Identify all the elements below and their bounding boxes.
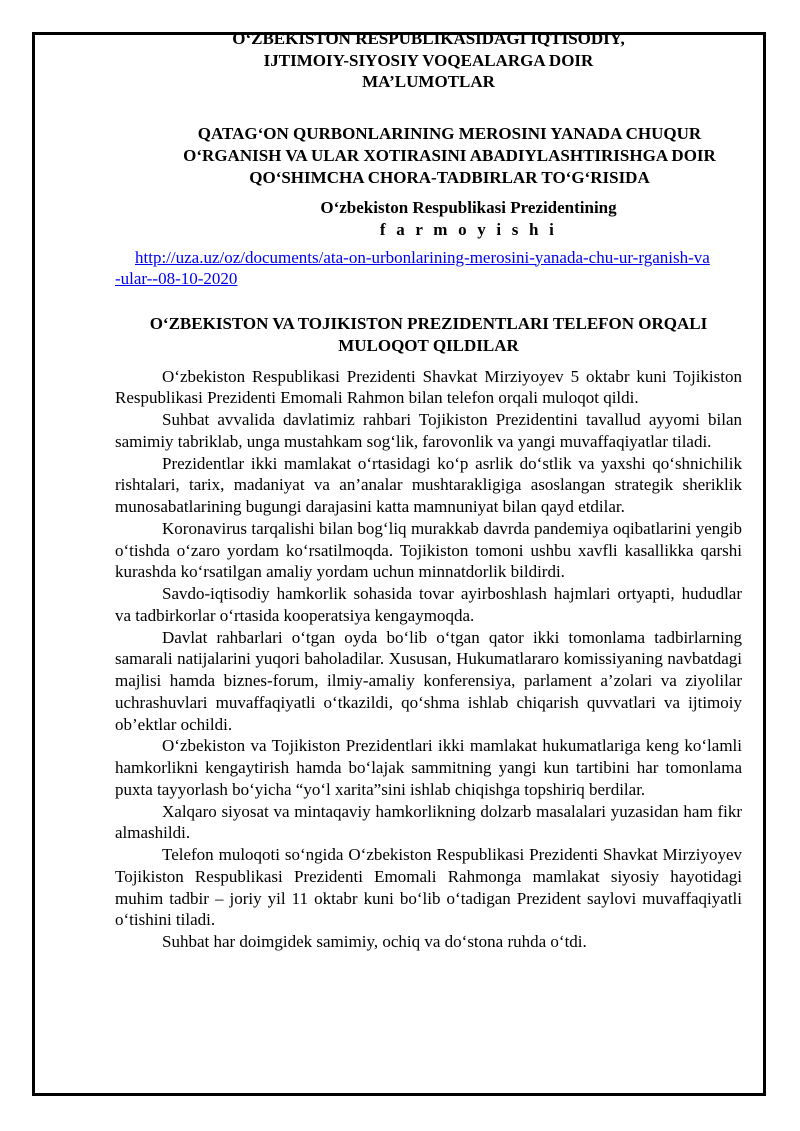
paragraph: Suhbat har doimgidek samimiy, ochiq va do‘stona ruhda o‘tdi. (162, 932, 587, 951)
paragraph: O‘zbekiston va Tojikiston Prezidentlari ikki mamlakat hukumatlariga keng ko‘lamli hamkorlikni kengaytirish hamda bo‘lajak sammitning yangi kun tartibini har tomonlama puxta tayyorlash bo‘yicha “yo‘l xarita”sini ishlab chiqishga topshiriq berdilar. (115, 736, 742, 799)
paragraph: O‘zbekiston Respublikasi Prezidenti Shavkat Mirziyoyev 5 oktabr kuni Tojikiston Respublikasi Prezidenti Emomali Rahmon bilan telefon orqali muloqot qildi. (115, 366, 742, 408)
article-title-line-1: O‘ZBEKISTON VA TOJIKISTON PREZIDENTLARI TELEFON ORQALI (149, 313, 708, 333)
paragraph: Prezidentlar ikki mamlakat o‘rtasidagi ko‘p asrlik do‘stlik va yaxshi qo‘shnichilik rishtalari, tarix, madaniyat va an’analar mushtarakligiga asoslangan strategik sheriklik munosabatlarining bugungi darajasini katta mamnuniyat bilan qayd etdilar. (115, 453, 742, 516)
issuer-line-2: f a r m o y i s h i (379, 219, 558, 239)
document-body (115, 28, 742, 953)
paragraph: Suhbat avvalida davlatimiz rahbari Tojikiston Prezidentini tavallud ayyomi bilan samimiy tabriklab, unga mustahkam sog‘lik, farovonlik va yangi muvaffaqiyatlar tiladi. (115, 410, 742, 451)
header-line-2: IJTIMOIY-SIYOSIY VOQEALARGA DOIR (263, 50, 594, 70)
decree-title (115, 123, 742, 189)
article-title-line-2: MULOQOT QILDILAR (338, 335, 519, 355)
paragraph: Koronavirus tarqalishi bilan bog‘liq murakkab davrda pandemiya oqibatlarini yengib o‘tishda o‘zaro yordam ko‘rsatilmoqda. Tojikiston tomoni ushbu xavfli kasallikka qarshi kurashda ko‘rsatilgan amaliy yordam uchun minnatdorlik bildirdi. (115, 518, 742, 582)
paragraph: Telefon muloqoti so‘ngida O‘zbekiston Respublikasi Prezidenti Shavkat Mirziyoyev Tojikiston Respublikasi Prezidenti Emomali Rahmonga mamlakat siyosiy hayotidagi muhim tadbir – joriy yil 11 oktabr kuni bo‘lib o‘tadigan Prezident saylovi muvaffaqiyatli o‘tishini tiladi. (115, 845, 742, 930)
paragraph: Xalqaro siyosat va mintaqaviy hamkorlikning dolzarb masalalari yuzasidan ham fikr almashildi. (115, 801, 742, 843)
article-body (115, 366, 742, 953)
header-line-3: MA’LUMOTLAR (362, 72, 495, 91)
decree-title-line-1: QATAG‘ON QURBONLARINING MEROSINI YANADA CHUQUR (197, 123, 702, 143)
decree-title-line-3: QO‘SHIMCHA CHORA-TADBIRLAR TO‘G‘RISIDA (249, 167, 650, 187)
document-header (115, 28, 742, 93)
decree-title-line-2: O‘RGANISH VA ULAR XOTIRASINI ABADIYLASHTIRISHGA DOIR (183, 145, 716, 165)
header-line-1: O‘ZBEKISTON RESPUBLIKASIDAGI IQTISODIY, (232, 29, 625, 48)
decree-issuer (115, 197, 742, 241)
article-title (115, 313, 742, 357)
issuer-line-1: O‘zbekiston Respublikasi Prezidentining (320, 197, 617, 217)
paragraph: Savdo-iqtisodiy hamkorlik sohasida tovar ayirboshlash hajmlari ortyapti, hududlar va tadbirkorlar o‘rtasida kooperatsiya kengaymoqda. (115, 584, 742, 625)
decree-link[interactable]: http://uza.uz/oz/documents/ata-on-urbonlarining-merosini-yanada-chu-ur-rganish-va-ular--08-10-2020 (115, 247, 710, 288)
paragraph: Davlat rahbarlari o‘tgan oyda bo‘lib o‘tgan qator ikki tomonlama tadbirlarning samarali natijalarini yuqori baholadilar. Xususan, Hukumatlararo komissiyaning navbatdagi majlisi hamda biznes-forum, ilmiy-amaliy konferensiya, parlament a’zolari va ziyolilar uchrashuvlari muvaffaqiyatli o‘tkazildi, qo‘shma ishlab chiqarish quvvatlari va ijtimoiy ob’ektlar ochildi. (115, 627, 742, 734)
